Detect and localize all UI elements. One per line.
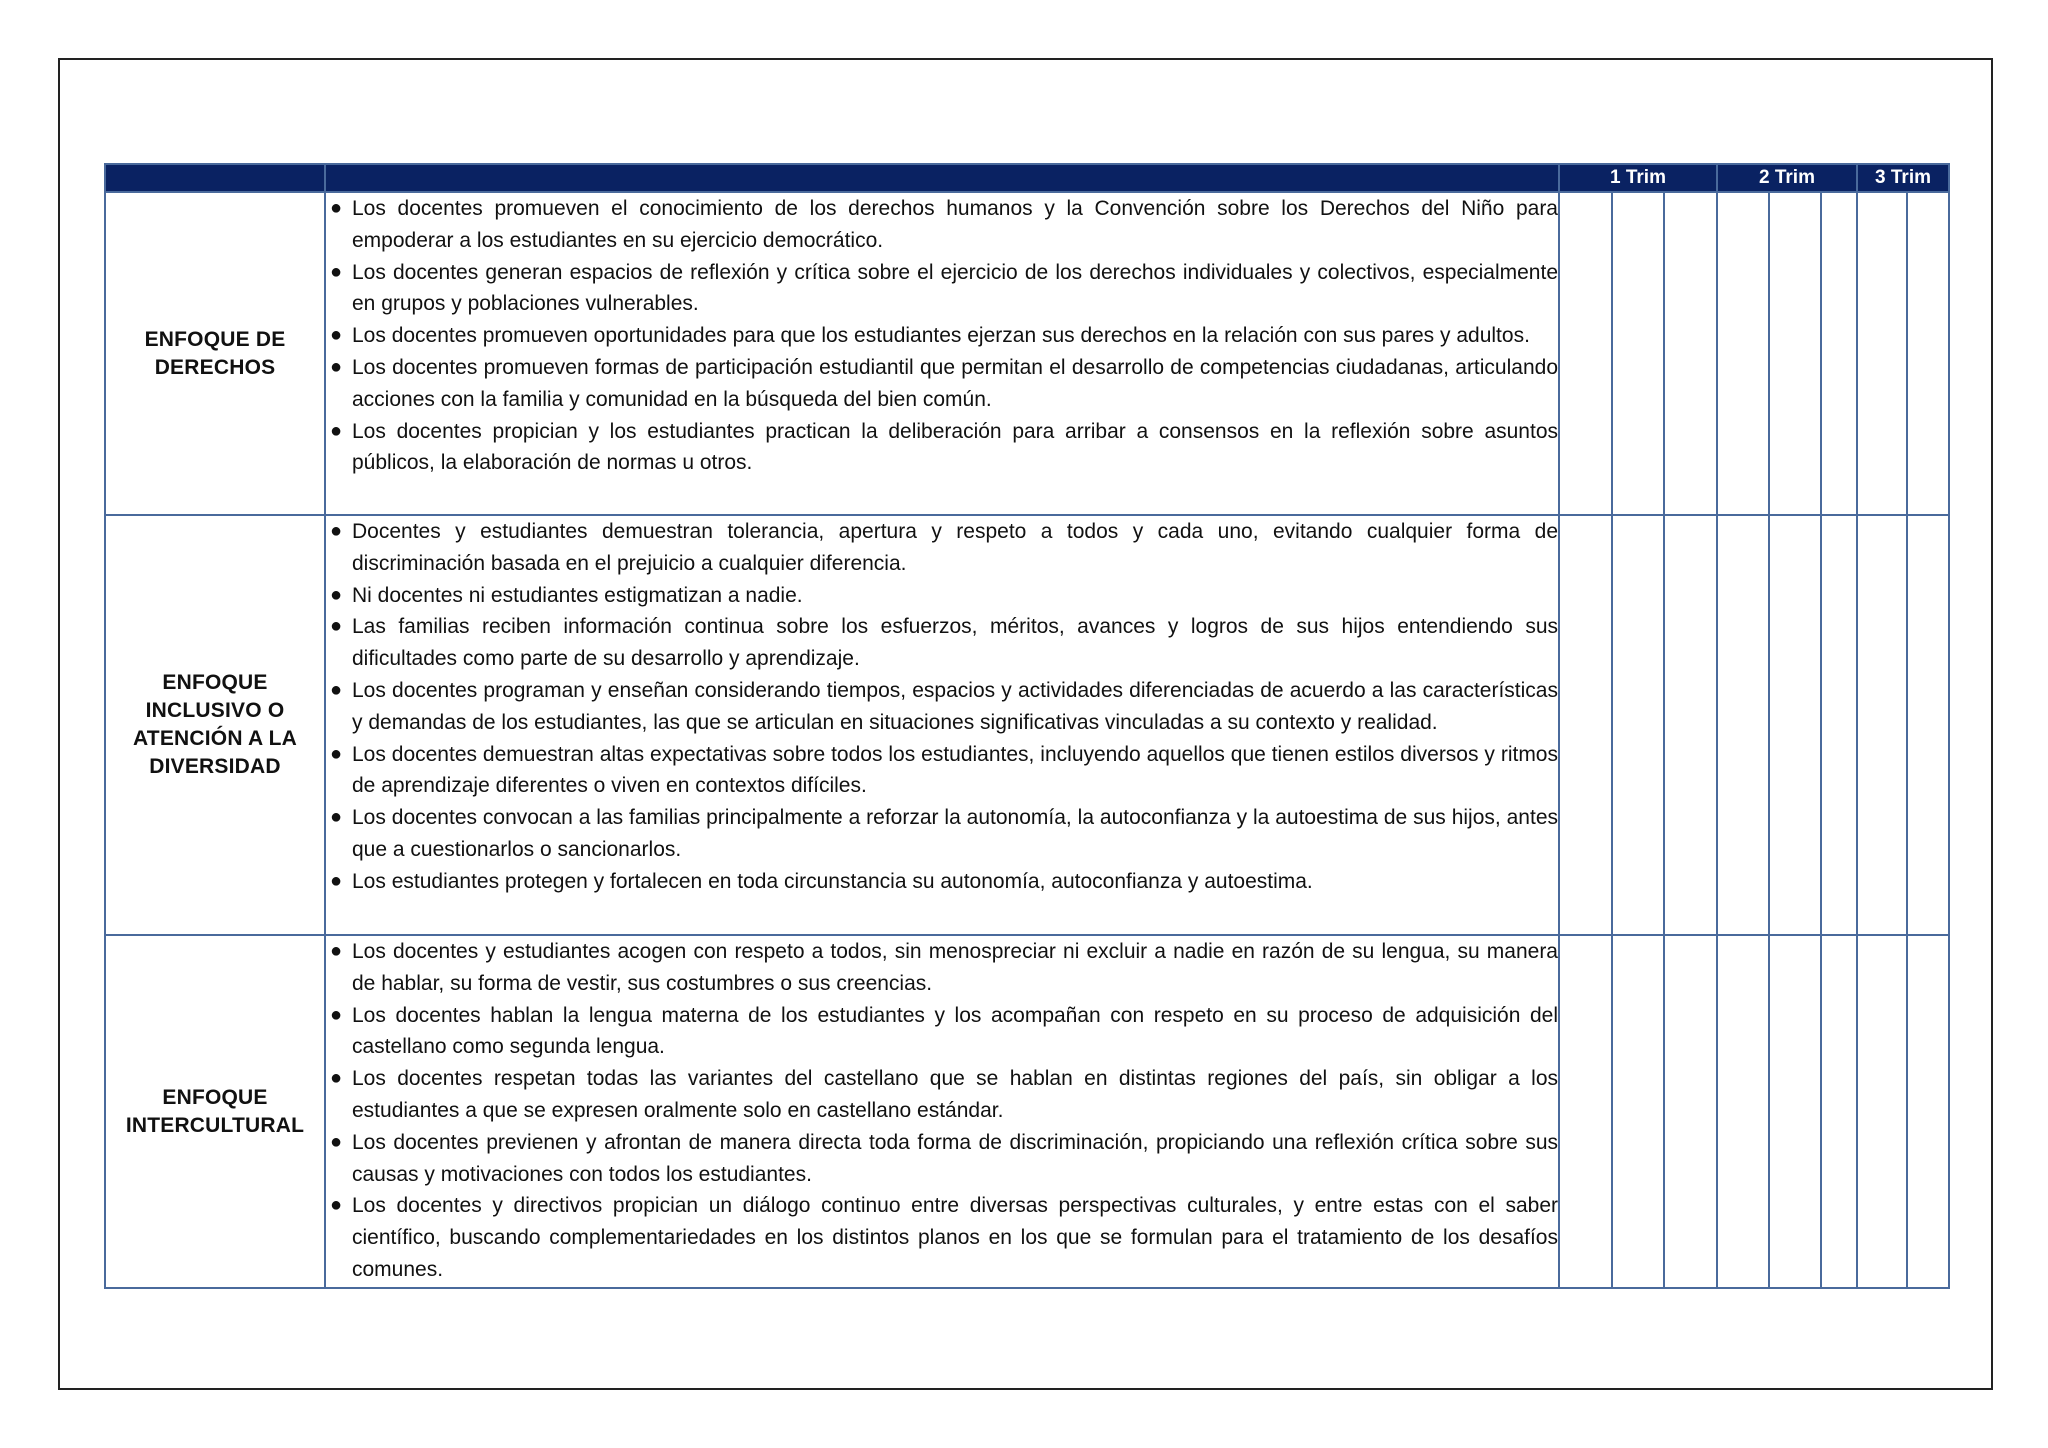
list-item-text: Los docentes previenen y afrontan de manera directa toda forma de discriminación, propiciando una reflexión crítica sobre sus causas y motivaciones con todos los estudiantes. [352,1130,1558,1186]
list-item-text: Los docentes programan y enseñan considerando tiempos, espacios y actividades diferenciadas de acuerdo a las características y demandas de los estudiantes, las que se articulan en situaciones significativas vinculadas a su contexto y realidad. [352,678,1558,734]
trim-check-cell[interactable] [1559,192,1612,515]
trim-check-cell[interactable] [1769,935,1821,1288]
bullet-icon: ● [330,1067,343,1090]
trim-check-cell[interactable] [1717,192,1769,515]
table-row [105,935,1949,1288]
bullet-icon: ● [330,742,343,765]
trim-check-cell[interactable] [1559,515,1612,935]
list-item [326,416,1558,480]
trim-check-cell[interactable] [1612,935,1664,1288]
list-item-text: Los estudiantes protegen y fortalecen en toda circunstancia su autonomía, autoconfianza y autoestima. [352,869,1313,893]
trim-check-cell[interactable] [1717,515,1769,935]
trim-check-cell[interactable] [1821,935,1857,1288]
list-item-text: Los docentes hablan la lengua materna de los estudiantes y los acompañan con respeto en su proceso de adquisición del castellano como segunda lengua. [352,1003,1558,1059]
bullet-icon: ● [330,806,343,829]
header-trim-1: 1 Trim [1559,164,1717,192]
list-item [326,580,1558,612]
bullet-icon: ● [330,615,343,638]
trim-check-cell[interactable] [1664,935,1717,1288]
enfoque-line: DIVERSIDAD [149,755,281,778]
trim-check-cell[interactable] [1664,192,1717,515]
table-header-row [105,164,1949,192]
trim-check-cell[interactable] [1857,515,1907,935]
trim-check-cell[interactable] [1907,192,1949,515]
trim-check-cell[interactable] [1717,935,1769,1288]
header-enfoque [105,164,325,192]
trim-check-cell[interactable] [1769,515,1821,935]
list-item-text: Los docentes propician y los estudiantes practican la deliberación para arribar a consensos en la reflexión sobre asuntos públicos, la elaboración de normas u otros. [352,419,1558,475]
bullet-icon: ● [330,583,343,606]
list-item-text: Los docentes respetan todas las variantes del castellano que se hablan en distintas regiones del país, sin obligar a los estudiantes a que se expresen oralmente solo en castellano estándar. [352,1067,1558,1122]
header-trim-3: 3 Trim [1857,164,1949,192]
bullet-icon: ● [330,1130,343,1153]
table-row [105,515,1949,935]
list-item [326,516,1558,580]
bullet-icon: ● [330,419,343,442]
trim-check-cell[interactable] [1612,192,1664,515]
list-item [326,257,1558,321]
actitudes-cell [325,935,1559,1288]
trim-check-cell[interactable] [1664,515,1717,935]
bullet-icon: ● [330,355,343,378]
header-actitudes [325,164,1559,192]
list-item [326,320,1558,352]
list-item [326,1000,1558,1064]
list-item [326,611,1558,675]
trim-check-cell[interactable] [1559,935,1612,1288]
enfoque-line: ATENCIÓN A LA [133,727,297,750]
table-row [105,192,1949,515]
enfoque-line: INTERCULTURAL [125,1113,305,1137]
bullet-icon: ● [330,678,343,701]
trim-check-cell[interactable] [1857,192,1907,515]
trim-check-cell[interactable] [1821,515,1857,935]
list-item [326,1063,1558,1127]
enfoque-line: ENFOQUE [162,1085,268,1109]
actitudes-cell [325,515,1559,935]
enfoque-line: ENFOQUE [162,671,268,694]
list-item-text: Los docentes demuestran altas expectativas sobre todos los estudiantes, incluyendo aquellos que tienen estilos diversos y ritmos de aprendizaje diferentes o viven en contextos difíciles. [352,742,1558,798]
trim-check-cell[interactable] [1907,935,1949,1288]
enfoque-name [105,192,325,515]
list-item [326,739,1558,803]
list-item [326,352,1558,416]
enfoque-line: ENFOQUE DE [144,327,286,351]
trim-check-cell[interactable] [1857,935,1907,1288]
list-item-text: Los docentes promueven el conocimiento de los derechos humanos y la Convención sobre los Derechos del Niño para empoderar a los estudiantes en su ejercicio democrático. [352,197,1558,252]
enfoque-line: INCLUSIVO O [145,699,285,722]
list-item-text: Las familias reciben información continua sobre los esfuerzos, méritos, avances y logros de sus hijos entendiendo sus dificultades como parte de su desarrollo y aprendizaje. [352,615,1558,671]
list-item-text: Los docentes convocan a las familias principalmente a reforzar la autonomía, la autoconfianza y la autoestima de sus hijos, antes que a cuestionarlos o sancionarlos. [352,806,1558,861]
bullet-icon: ● [330,940,343,962]
bullet-icon: ● [330,324,343,347]
list-item [326,802,1558,866]
bullet-icon: ● [330,260,343,283]
list-item-text: Docentes y estudiantes demuestran tolerancia, apertura y respeto a todos y cada uno, evitando cualquier forma de discriminación basada en el prejuicio a cualquier diferencia. [352,520,1558,575]
enfoque-name [105,935,325,1288]
enfoque-name [105,515,325,935]
list-item [326,1127,1558,1191]
actitudes-cell [325,192,1559,515]
bullet-icon: ● [330,520,343,542]
bullet-icon: ● [330,869,343,892]
list-item-text: Los docentes generan espacios de reflexión y crítica sobre el ejercicio de los derechos individuales y colectivos, especialmente en grupos y poblaciones vulnerables. [352,260,1558,316]
list-item-text: Los docentes promueven oportunidades para que los estudiantes ejerzan sus derechos en la relación con sus pares y adultos. [352,324,1530,348]
list-item-text: Los docentes promueven formas de participación estudiantil que permitan el desarrollo de competencias ciudadanas, articulando acciones con la familia y comunidad en la búsqueda del bien común. [352,355,1558,411]
list-item-text: Los docentes y estudiantes acogen con respeto a todos, sin menospreciar ni excluir a nadie en razón de su lengua, su manera de hablar, su forma de vestir, sus costumbres o sus creencias. [352,940,1558,995]
list-item-text: Ni docentes ni estudiantes estigmatizan a nadie. [352,583,803,607]
list-item [326,866,1558,898]
list-item [326,1190,1558,1285]
list-item [326,193,1558,257]
header-trim-2: 2 Trim [1717,164,1857,192]
enfoques-table [104,163,1950,1289]
list-item [326,936,1558,1000]
list-item [326,675,1558,739]
list-item-text: Los docentes y directivos propician un diálogo continuo entre diversas perspectivas culturales, y entre estas con el saber científico, buscando complementariedades en los distintos planos en los que se formulan para el tratamiento de los desafíos comunes. [352,1194,1558,1281]
bullet-icon: ● [330,1194,343,1217]
bullet-icon: ● [330,1003,343,1026]
trim-check-cell[interactable] [1907,515,1949,935]
enfoque-line: DERECHOS [154,355,276,379]
trim-check-cell[interactable] [1821,192,1857,515]
trim-check-cell[interactable] [1769,192,1821,515]
trim-check-cell[interactable] [1612,515,1664,935]
bullet-icon: ● [330,197,343,219]
